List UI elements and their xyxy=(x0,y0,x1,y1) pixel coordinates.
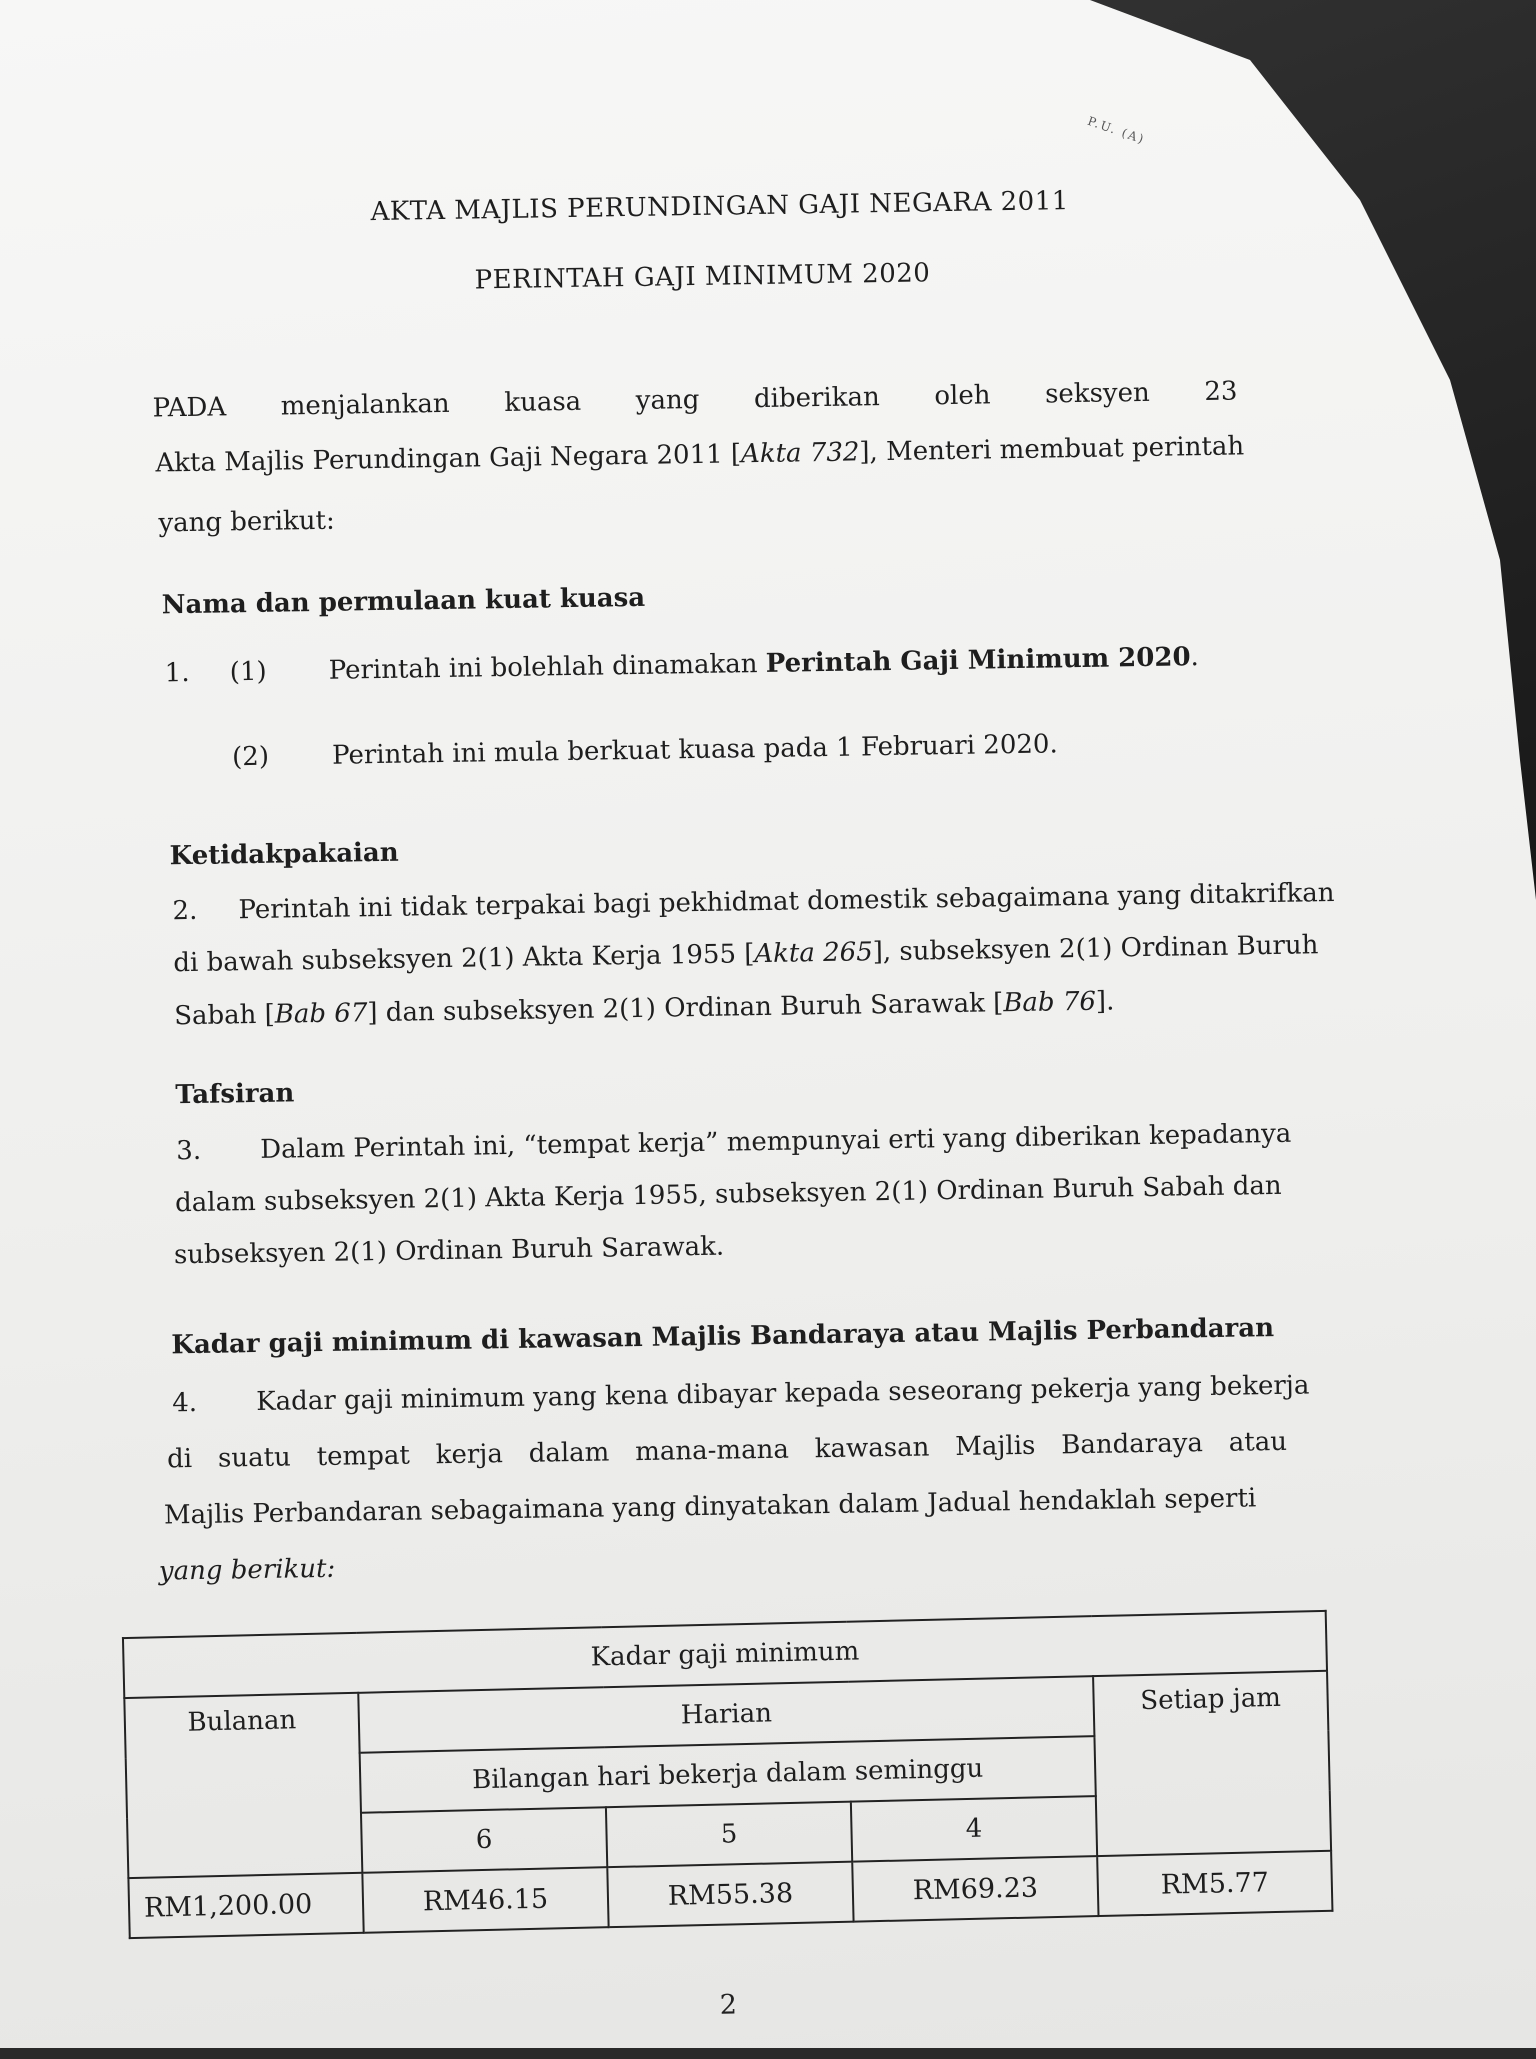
act-reference: Akta 732 xyxy=(740,437,860,470)
header-hourly: Setiap jam xyxy=(1093,1671,1331,1856)
section-2-line-2: di bawah subseksyen 2(1) Akta Kerja 1955 [Akta 265], subseksyen 2(1) Ordinan Buruh xyxy=(173,930,1319,979)
section-2-number: 2. xyxy=(172,895,198,927)
section-3-heading: Tafsiran xyxy=(175,1078,295,1111)
header-daily: Harian xyxy=(358,1676,1094,1753)
table-title: Kadar gaji minimum xyxy=(123,1611,1327,1698)
preamble-word: diberikan xyxy=(753,382,880,415)
preamble-line-2: Akta Majlis Perundingan Gaji Negara 2011 [Akta 732], Menteri membuat perintah xyxy=(155,431,1245,479)
page-number: 2 xyxy=(719,1989,738,2021)
value-daily-6: RM46.15 xyxy=(362,1867,608,1933)
preamble-line-1 xyxy=(152,376,1237,423)
section-3-line-3: subseksyen 2(1) Ordinan Buruh Sarawak. xyxy=(173,1231,725,1271)
order-name: Perintah Gaji Minimum 2020 xyxy=(765,642,1191,679)
section-4-line-3: Majlis Perbandaran sebagaimana yang dinyatakan dalam Jadual hendaklah seperti xyxy=(163,1483,1257,1531)
section-4-line-1: Kadar gaji minimum yang kena dibayar kepada seseorang pekerja yang bekerja xyxy=(256,1370,1310,1418)
section-1-sub-2-label: (2) xyxy=(231,741,270,773)
preamble-word: 23 xyxy=(1204,376,1238,408)
section-4-heading: Kadar gaji minimum di kawasan Majlis Bandaraya atau Majlis Perbandaran xyxy=(171,1313,1275,1361)
section-3-line-2: dalam subseksyen 2(1) Akta Kerja 1955, subseksyen 2(1) Ordinan Buruh Sabah dan xyxy=(174,1170,1282,1219)
preamble-word: PADA xyxy=(152,392,227,424)
minimum-wage-table xyxy=(122,1610,1334,1939)
preamble-word: yang xyxy=(635,384,700,416)
value-monthly: RM1,200.00 xyxy=(128,1873,363,1938)
corner-mark: P.U. (A) xyxy=(1085,113,1148,147)
header-days-per-week: Bilangan hari bekerja dalam seminggu xyxy=(360,1736,1096,1813)
value-daily-4: RM69.23 xyxy=(852,1856,1098,1922)
header-days-6: 6 xyxy=(361,1807,607,1873)
section-3-number: 3. xyxy=(176,1135,202,1167)
preamble-line-3: yang berikut: xyxy=(158,505,335,539)
section-4-number: 4. xyxy=(172,1387,198,1419)
order-title: PERINTAH GAJI MINIMUM 2020 xyxy=(474,258,931,296)
section-1-number: 1. xyxy=(164,657,190,689)
section-2-line-3: Sabah [Bab 67] dan subseksyen 2(1) Ordinan Buruh Sarawak [Bab 76]. xyxy=(173,986,1115,1032)
section-2-line-1: Perintah ini tidak terpakai bagi pekhidmat domestik sebagaimana yang ditakrifkan xyxy=(238,878,1335,926)
value-hourly: RM5.77 xyxy=(1097,1851,1332,1916)
section-2-heading: Ketidakpakaian xyxy=(169,837,399,872)
section-1-heading: Nama dan permulaan kuat kuasa xyxy=(161,582,646,621)
preamble-word: oleh xyxy=(934,380,991,412)
header-days-4: 4 xyxy=(851,1796,1097,1862)
value-daily-5: RM55.38 xyxy=(607,1862,853,1928)
section-4-line-4: yang berikut: xyxy=(158,1553,336,1587)
section-1-sub-2-text: Perintah ini mula berkuat kuasa pada 1 Februari 2020. xyxy=(331,729,1058,771)
section-1-sub-1-label: (1) xyxy=(229,656,267,688)
header-days-5: 5 xyxy=(606,1802,852,1868)
preamble-word: menjalankan xyxy=(280,388,450,422)
section-1-sub-1-text: Perintah ini bolehlah dinamakan Perintah Gaji Minimum 2020. xyxy=(328,642,1200,686)
preamble-word: seksyen xyxy=(1044,377,1150,410)
act-title: AKTA MAJLIS PERUNDINGAN GAJI NEGARA 2011 xyxy=(370,186,1070,228)
header-monthly: Bulanan xyxy=(124,1693,362,1878)
section-4-line-2: di suatu tempat kerja dalam mana-mana kawasan Majlis Bandaraya atau xyxy=(166,1426,1288,1475)
section-3-line-1: Dalam Perintah ini, “tempat kerja” mempunyai erti yang diberikan kepadanya xyxy=(260,1118,1292,1165)
preamble-word: kuasa xyxy=(504,386,582,418)
